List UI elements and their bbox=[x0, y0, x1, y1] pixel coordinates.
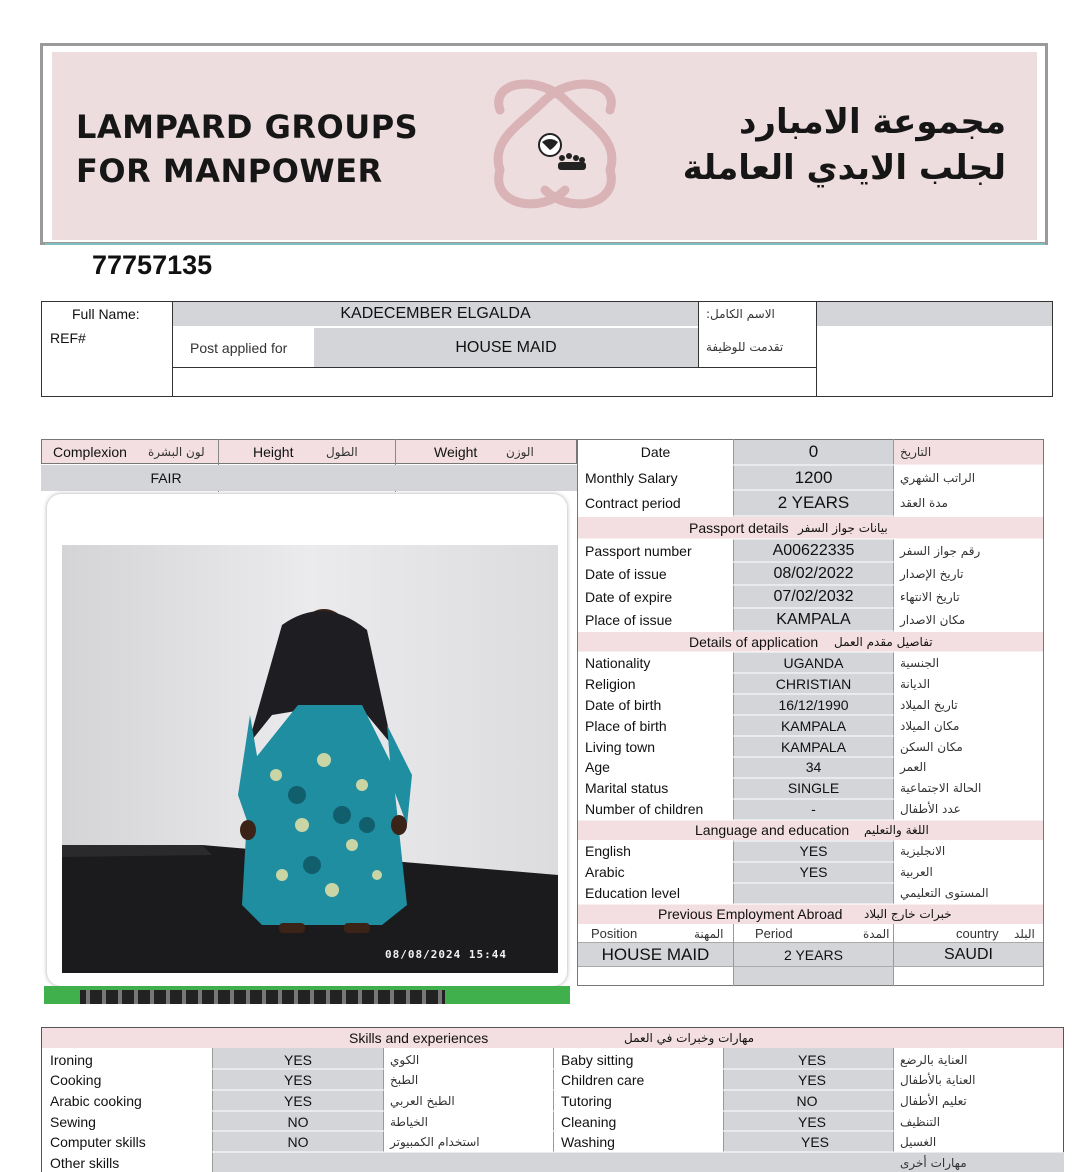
arabic-value: YES bbox=[799, 864, 828, 880]
skill-computer-value: NO bbox=[287, 1134, 309, 1150]
skill-ironing-label-ar: الكوي bbox=[390, 1053, 420, 1067]
date-label-ar: التاريخ bbox=[900, 445, 932, 459]
skill-tutoring-label-ar: تعليم الأطفال bbox=[900, 1094, 967, 1108]
photo-background-pattern bbox=[80, 990, 445, 1004]
other-skills-label: Other skills bbox=[50, 1155, 120, 1171]
full-name-label-ar: الاسم الكامل: bbox=[706, 307, 775, 321]
employment-section-title: Previous Employment Abroad bbox=[658, 906, 843, 922]
other-skills-label-ar: مهارات أخرى bbox=[900, 1156, 967, 1170]
date-label: Date bbox=[640, 444, 671, 460]
date-of-birth-value: 16/12/1990 bbox=[778, 697, 849, 713]
age-label: Age bbox=[585, 759, 610, 775]
skill-computer-label: Computer skills bbox=[50, 1134, 146, 1150]
skill-sewing-value: NO bbox=[287, 1114, 309, 1130]
reference-number: 77757135 bbox=[92, 250, 213, 280]
application-section-title-ar: تفاصيل مقدم العمل bbox=[834, 635, 933, 649]
place-of-birth-value: KAMPALA bbox=[780, 718, 847, 734]
living-town-label-ar: مكان السكن bbox=[900, 740, 963, 754]
marital-status-label: Marital status bbox=[585, 780, 669, 796]
skill-children-care-value: YES bbox=[797, 1072, 826, 1088]
date-of-birth-label: Date of birth bbox=[585, 697, 662, 713]
skill-computer-label-ar: استخدام الكمبيوتر bbox=[390, 1135, 480, 1149]
complexion-label: Complexion bbox=[53, 443, 127, 460]
period-value: 2 YEARS bbox=[784, 946, 843, 963]
skill-washing-value: YES bbox=[800, 1134, 829, 1150]
company-logo-icon bbox=[470, 70, 640, 220]
skill-baby-sitting-value: YES bbox=[797, 1052, 826, 1068]
skill-cleaning-value: YES bbox=[797, 1114, 826, 1130]
place-of-birth-label-ar: مكان الميلاد bbox=[900, 719, 960, 733]
skill-washing-label: Washing bbox=[561, 1134, 615, 1150]
nationality-value: UGANDA bbox=[783, 655, 844, 671]
date-of-expire-label-ar: تاريخ الانتهاء bbox=[900, 590, 960, 604]
skill-tutoring-value: NO bbox=[796, 1093, 818, 1109]
skill-children-care-label: Children care bbox=[561, 1072, 645, 1088]
height-label: Height bbox=[253, 443, 294, 460]
passport-section-title-ar: بيانات جواز السفر bbox=[798, 521, 888, 535]
skills-title-ar: مهارات وخبرات في العمل bbox=[624, 1031, 755, 1045]
skill-cooking-label: Cooking bbox=[50, 1072, 102, 1088]
contract-period-label: Contract period bbox=[585, 495, 681, 511]
skill-tutoring-label: Tutoring bbox=[561, 1093, 612, 1109]
employment-section-title-ar: خبرات خارج البلاد bbox=[864, 907, 952, 921]
position-label: Position bbox=[591, 926, 638, 941]
post-label: Post applied for bbox=[190, 340, 288, 356]
education-label-ar: المستوى التعليمي bbox=[900, 886, 989, 900]
position-label-ar: المهنة bbox=[694, 926, 724, 941]
marital-status-label-ar: الحالة الاجتماعية bbox=[900, 781, 982, 795]
religion-label-ar: الديانة bbox=[900, 677, 931, 691]
date-of-birth-label-ar: تاريخ الميلاد bbox=[900, 698, 958, 712]
skill-washing-label-ar: الغسيل bbox=[900, 1135, 937, 1149]
skill-baby-sitting-label-ar: العناية بالرضع bbox=[900, 1053, 968, 1067]
skill-cleaning-label: Cleaning bbox=[561, 1114, 617, 1130]
country-label-ar: البلد bbox=[1014, 926, 1035, 941]
skill-children-care-label-ar: العناية بالأطفال bbox=[900, 1073, 976, 1087]
weight-label-ar: الوزن bbox=[506, 444, 534, 459]
arabic-label-ar: العربية bbox=[900, 865, 933, 879]
skill-cleaning-label-ar: التنظيف bbox=[900, 1115, 941, 1129]
position-value: HOUSE MAID bbox=[601, 944, 710, 964]
complexion-label-ar: لون البشرة bbox=[148, 444, 205, 459]
english-label: English bbox=[585, 843, 631, 859]
children-value: - bbox=[811, 801, 816, 817]
post-label-ar: تقدمت للوظيفة bbox=[706, 340, 784, 354]
skill-baby-sitting-label: Baby sitting bbox=[561, 1052, 634, 1068]
height-label-ar: الطول bbox=[326, 444, 358, 459]
skill-sewing-label: Sewing bbox=[50, 1114, 96, 1130]
salary-label-ar: الراتب الشهري bbox=[900, 471, 976, 485]
passport-number-value: A00622335 bbox=[772, 542, 855, 559]
english-value: YES bbox=[799, 843, 828, 859]
company-name-ar-line2: لجلب الايدي العاملة bbox=[682, 148, 1006, 188]
skills-header bbox=[42, 1028, 1063, 1048]
children-label: Number of children bbox=[585, 801, 704, 817]
skill-ironing-label: Ironing bbox=[50, 1052, 93, 1068]
application-section-title: Details of application bbox=[689, 634, 819, 650]
religion-value: CHRISTIAN bbox=[775, 676, 852, 692]
period-label: Period bbox=[755, 926, 793, 941]
nationality-label: Nationality bbox=[585, 655, 651, 671]
date-of-issue-label-ar: تاريخ الإصدار bbox=[900, 567, 964, 581]
contract-period-label-ar: مدة العقد bbox=[900, 496, 948, 510]
photo-timestamp: 08/08/2024 15:44 bbox=[385, 948, 507, 961]
nationality-label-ar: الجنسية bbox=[900, 656, 940, 670]
skill-arabic-cooking-label: Arabic cooking bbox=[50, 1093, 142, 1109]
marital-status-value: SINGLE bbox=[787, 780, 840, 796]
skill-sewing-label-ar: الخياطة bbox=[390, 1115, 428, 1129]
ref-label: REF# bbox=[50, 330, 86, 346]
salary-label: Monthly Salary bbox=[585, 470, 678, 486]
salary-value: 1200 bbox=[794, 468, 833, 487]
complexion-value: FAIR bbox=[150, 470, 182, 486]
company-name-en-line1: LAMPARD GROUPS bbox=[76, 108, 419, 146]
period-label-ar: المدة bbox=[863, 926, 890, 941]
place-of-birth-label: Place of birth bbox=[585, 718, 667, 734]
age-value: 34 bbox=[805, 759, 822, 775]
skill-arabic-cooking-label-ar: الطبخ العربي bbox=[390, 1094, 455, 1108]
date-of-issue-value: 08/02/2022 bbox=[773, 565, 854, 582]
header-divider bbox=[45, 243, 1045, 245]
arabic-label: Arabic bbox=[585, 864, 625, 880]
company-name-ar-line1: مجموعة الامبارد bbox=[738, 102, 1006, 142]
place-of-issue-label-ar: مكان الاصدار bbox=[900, 613, 966, 627]
contract-period-value: 2 YEARS bbox=[777, 493, 850, 512]
place-of-issue-label: Place of issue bbox=[585, 612, 673, 628]
name-table-corner-bg bbox=[817, 302, 1052, 326]
age-label-ar: العمر bbox=[900, 760, 927, 774]
full-name-value: KADECEMBER ELGALDA bbox=[340, 305, 531, 322]
skill-arabic-cooking-value: YES bbox=[283, 1093, 312, 1109]
full-name-label: Full Name: bbox=[72, 306, 140, 322]
english-label-ar: الانجليزية bbox=[900, 844, 946, 858]
weight-label: Weight bbox=[434, 443, 478, 460]
language-section-title-ar: اللغة والتعليم bbox=[864, 823, 929, 837]
post-value: HOUSE MAID bbox=[455, 338, 557, 356]
children-label-ar: عدد الأطفال bbox=[900, 802, 961, 816]
date-of-expire-label: Date of expire bbox=[585, 589, 673, 605]
skills-title: Skills and experiences bbox=[349, 1030, 489, 1046]
passport-number-label: Passport number bbox=[585, 543, 692, 559]
company-name-en-line2: FOR MANPOWER bbox=[76, 152, 383, 190]
skill-ironing-value: YES bbox=[283, 1052, 312, 1068]
passport-section-title: Passport details bbox=[689, 520, 789, 536]
applicant-photo bbox=[62, 545, 558, 973]
language-section-title: Language and education bbox=[695, 822, 850, 838]
education-label: Education level bbox=[585, 885, 680, 901]
country-value: SAUDI bbox=[944, 945, 993, 963]
date-of-expire-value: 07/02/2032 bbox=[773, 588, 854, 605]
passport-number-label-ar: رقم جواز السفر bbox=[900, 544, 981, 558]
place-of-issue-value: KAMPALA bbox=[776, 611, 851, 628]
date-value: 0 bbox=[808, 442, 819, 461]
details-row-lines bbox=[578, 440, 1043, 986]
skill-cooking-value: YES bbox=[283, 1072, 312, 1088]
date-of-issue-label: Date of issue bbox=[585, 566, 667, 582]
living-town-value: KAMPALA bbox=[780, 739, 847, 755]
skill-cooking-label-ar: الطبخ bbox=[390, 1073, 419, 1087]
religion-label: Religion bbox=[585, 676, 636, 692]
living-town-label: Living town bbox=[585, 739, 656, 755]
country-label: country bbox=[956, 926, 999, 941]
